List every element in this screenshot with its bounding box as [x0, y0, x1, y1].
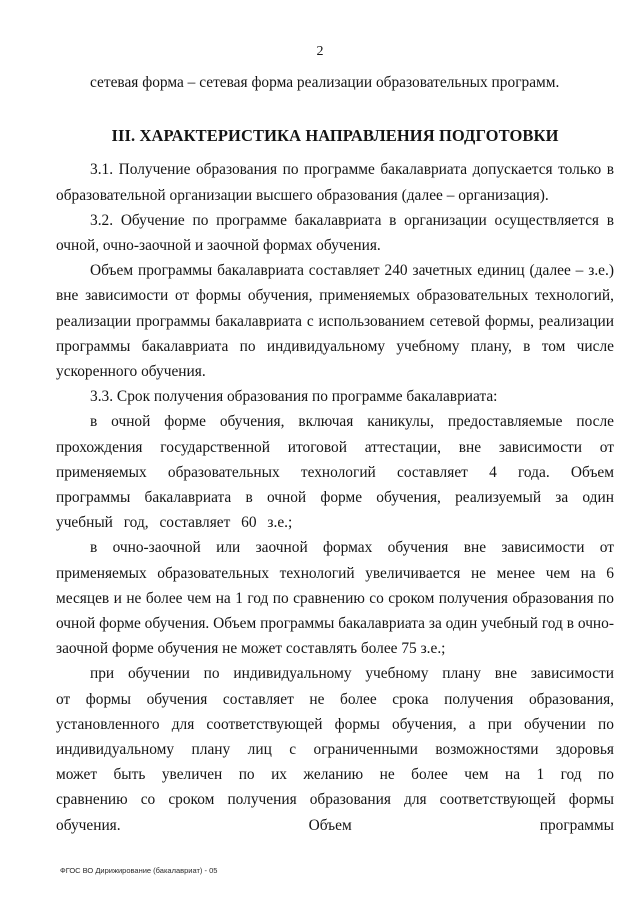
page-number: 2: [316, 44, 324, 59]
definition-line: сетевая форма – сетевая форма реализации образовательных программ.: [90, 74, 560, 91]
paragraph-volume: Объем программы бакалавриата составляет 240 зачетных единиц (далее – з.е.) вне зависимости от формы обучения, применяемых образовательных технологий, реализации программы бакалавриата с использованием сетевой формы, реализации программы бакалавриата по индивидуальному учебному плану, в том числе ускоренного обучения.: [56, 262, 614, 381]
paragraph-3-1: 3.1. Получение образования по программе бакалавриата допускается только в образовательной организации высшего образования (далее – организация).: [56, 161, 614, 204]
document-body: [56, 70, 614, 838]
paragraph-3-2: 3.2. Обучение по программе бакалавриата в организации осуществляется в очной, очно-заочной и заочной формах обучения.: [56, 211, 614, 255]
paragraph-part-time: в очно-заочной или заочной формах обучения вне зависимости от применяемых образовательных технологий увеличивается не менее чем на 6 месяцев и не более чем на 1 год по сравнению со сроком получения образования по очной форме обучения. Объем программы бакалавриата за один учебный год в очно-заочной форме обучения не может составлять более 75 з.е.;: [56, 539, 614, 658]
paragraph-individual: при обучении по индивидуальному учебному плану вне зависимости от формы обучения составляет не более срока получения образования, установленного для соответствующей формы обучения, а при обучении по индивидуальному плану лиц с ограниченными возможностями здоровья может быть увеличен по их желанию не более чем на 1 год по сравнению со сроком получения образования для соответствующей формы обучения. Объем программы: [56, 665, 614, 834]
section-title: III. ХАРАКТЕРИСТИКА НАПРАВЛЕНИЯ ПОДГОТОВКИ: [111, 126, 559, 146]
footer-note: ФГОС ВО Дирижирование (бакалавриат) - 05: [60, 866, 218, 875]
paragraph-full-time: в очной форме обучения, включая каникулы, предоставляемые после прохождения государственной итоговой аттестации, вне зависимости от применяемых образовательных технологий составляет 4 года. Объем программы бакалавриата в очной форме обучения, реализуемый за один учебный год, составляет 60 з.е.;: [56, 413, 614, 532]
paragraph-3-3: 3.3. Срок получения образования по программе бакалавриата:: [90, 388, 498, 406]
